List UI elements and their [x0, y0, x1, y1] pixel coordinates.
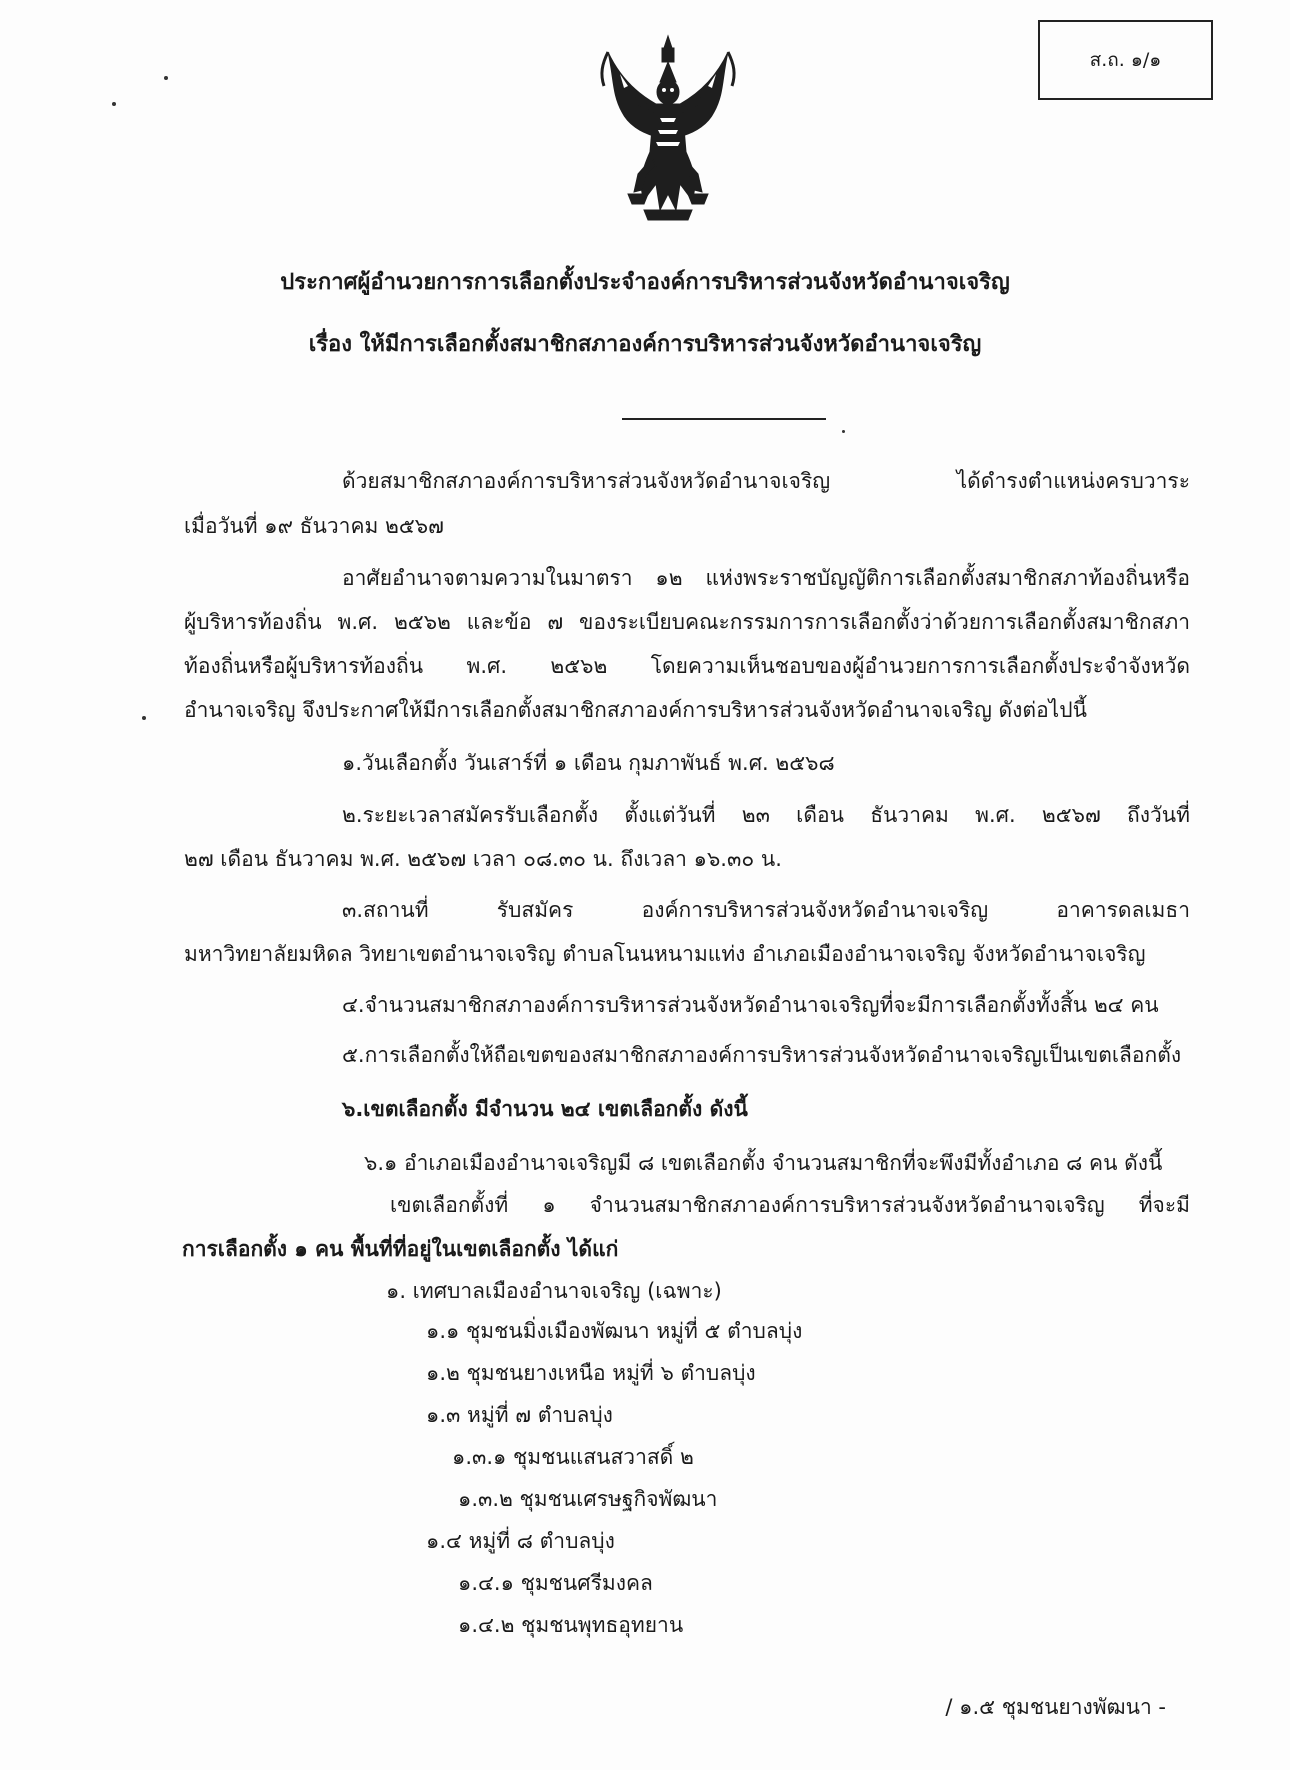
authority-line-4: อำนาจเจริญ จึงประกาศให้มีการเลือกตั้งสมาชิกสภาองค์การบริหารส่วนจังหวัดอำนาจเจริญ ดังต่อไปนี้	[184, 698, 1087, 722]
continuation-note: / ๑.๕ ชุมชนยางพัฒนา -	[945, 1695, 1166, 1719]
area-1-3-1: ๑.๓.๑ ชุมชนแสนสวาสดิ์ ๒	[452, 1445, 694, 1469]
area-1-2: ๑.๒ ชุมชนยางเหนือ หมู่ที่ ๖ ตำบลบุ่ง	[426, 1361, 756, 1385]
intro-line-2: เมื่อวันที่ ๑๙ ธันวาคม ๒๕๖๗	[184, 514, 444, 538]
item-6-1-mueang-district: ๖.๑ อำเภอเมืองอำนาจเจริญมี ๘ เขตเลือกตั้ง จำนวนสมาชิกที่จะพึงมีทั้งอำเภอ ๘ คน ดังนี้	[364, 1151, 1163, 1175]
area-1-3-2: ๑.๓.๒ ชุมชนเศรษฐกิจพัฒนา	[458, 1487, 718, 1511]
item-4-member-count: ๔.จำนวนสมาชิกสภาองค์การบริหารส่วนจังหวัดอำนาจเจริญที่จะมีการเลือกตั้งทั้งสิ้น ๒๔ คน	[342, 993, 1159, 1017]
scan-speck	[112, 102, 116, 106]
area-1-4: ๑.๔ หมู่ที่ ๘ ตำบลบุ่ง	[426, 1529, 615, 1553]
announcement-subject: เรื่อง ให้มีการเลือกตั้งสมาชิกสภาองค์การบริหารส่วนจังหวัดอำนาจเจริญ	[308, 332, 982, 357]
scan-speck	[142, 716, 146, 720]
item-2-line-2: ๒๗ เดือน ธันวาคม พ.ศ. ๒๕๖๗ เวลา ๐๘.๓๐ น. ถึงเวลา ๑๖.๓๐ น.	[184, 847, 782, 871]
title-divider	[622, 418, 826, 420]
announcement-title: ประกาศผู้อำนวยการการเลือกตั้งประจำองค์การบริหารส่วนจังหวัดอำนาจเจริญ	[280, 270, 1010, 295]
form-code-box	[1038, 20, 1213, 100]
area-1-1: ๑.๑ ชุมชนมิ่งเมืองพัฒนา หมู่ที่ ๕ ตำบลบุ่ง	[426, 1319, 803, 1343]
form-code: ส.ถ. ๑/๑	[1089, 49, 1162, 71]
authority-line-1: อาศัยอำนาจตามความในมาตรา ๑๒ แห่งพระราชบัญญัติการเลือกตั้งสมาชิกสภาท้องถิ่นหรือ	[342, 566, 1190, 590]
authority-line-2: ผู้บริหารท้องถิ่น พ.ศ. ๒๕๖๒ และข้อ ๗ ของระเบียบคณะกรรมการการเลือกตั้งว่าด้วยการเลือกตั้งสมาชิกสภา	[184, 610, 1190, 634]
scan-speck	[842, 430, 845, 433]
item-5-district-rule: ๕.การเลือกตั้งให้ถือเขตของสมาชิกสภาองค์การบริหารส่วนจังหวัดอำนาจเจริญเป็นเขตเลือกตั้ง	[342, 1043, 1182, 1067]
area-1-4-1: ๑.๔.๑ ชุมชนศรีมงคล	[458, 1571, 653, 1595]
scan-speck	[164, 76, 168, 80]
garuda-emblem-icon	[598, 34, 738, 224]
area-1-3: ๑.๓ หมู่ที่ ๗ ตำบลบุ่ง	[426, 1403, 613, 1427]
item-3-line-2: มหาวิทยาลัยมหิดล วิทยาเขตอำนาจเจริญ ตำบลโนนหนามแท่ง อำเภอเมืองอำนาจเจริญ จังหวัดอำนาจเจริญ	[184, 942, 1146, 966]
area-1: ๑. เทศบาลเมืองอำนาจเจริญ (เฉพาะ)	[386, 1279, 722, 1303]
item-3-line-1: ๓.สถานที่ รับสมัคร องค์การบริหารส่วนจังหวัดอำนาจเจริญ อาคารดลเมธา	[342, 898, 1190, 922]
district-1-line-1: เขตเลือกตั้งที่ ๑ จำนวนสมาชิกสภาองค์การบริหารส่วนจังหวัดอำนาจเจริญ ที่จะมี	[390, 1193, 1190, 1217]
intro-line-1: ด้วยสมาชิกสภาองค์การบริหารส่วนจังหวัดอำนาจเจริญ ได้ดำรงตำแหน่งครบวาระ	[342, 469, 1190, 493]
item-1-election-date: ๑.วันเลือกตั้ง วันเสาร์ที่ ๑ เดือน กุมภาพันธ์ พ.ศ. ๒๕๖๘	[342, 751, 835, 775]
authority-line-3: ท้องถิ่นหรือผู้บริหารท้องถิ่น พ.ศ. ๒๕๖๒ โดยความเห็นชอบของผู้อำนวยการการเลือกตั้งประจำจังหวัด	[184, 654, 1190, 678]
item-2-line-1: ๒.ระยะเวลาสมัครรับเลือกตั้ง ตั้งแต่วันที่ ๒๓ เดือน ธันวาคม พ.ศ. ๒๕๖๗ ถึงวันที่	[342, 803, 1190, 827]
district-1-line-2: การเลือกตั้ง ๑ คน พื้นที่ที่อยู่ในเขตเลือกตั้ง ได้แก่	[182, 1237, 619, 1261]
item-6-districts-heading: ๖.เขตเลือกตั้ง มีจำนวน ๒๔ เขตเลือกตั้ง ดังนี้	[342, 1097, 748, 1121]
area-1-4-2: ๑.๔.๒ ชุมชนพุทธอุทยาน	[458, 1613, 684, 1637]
